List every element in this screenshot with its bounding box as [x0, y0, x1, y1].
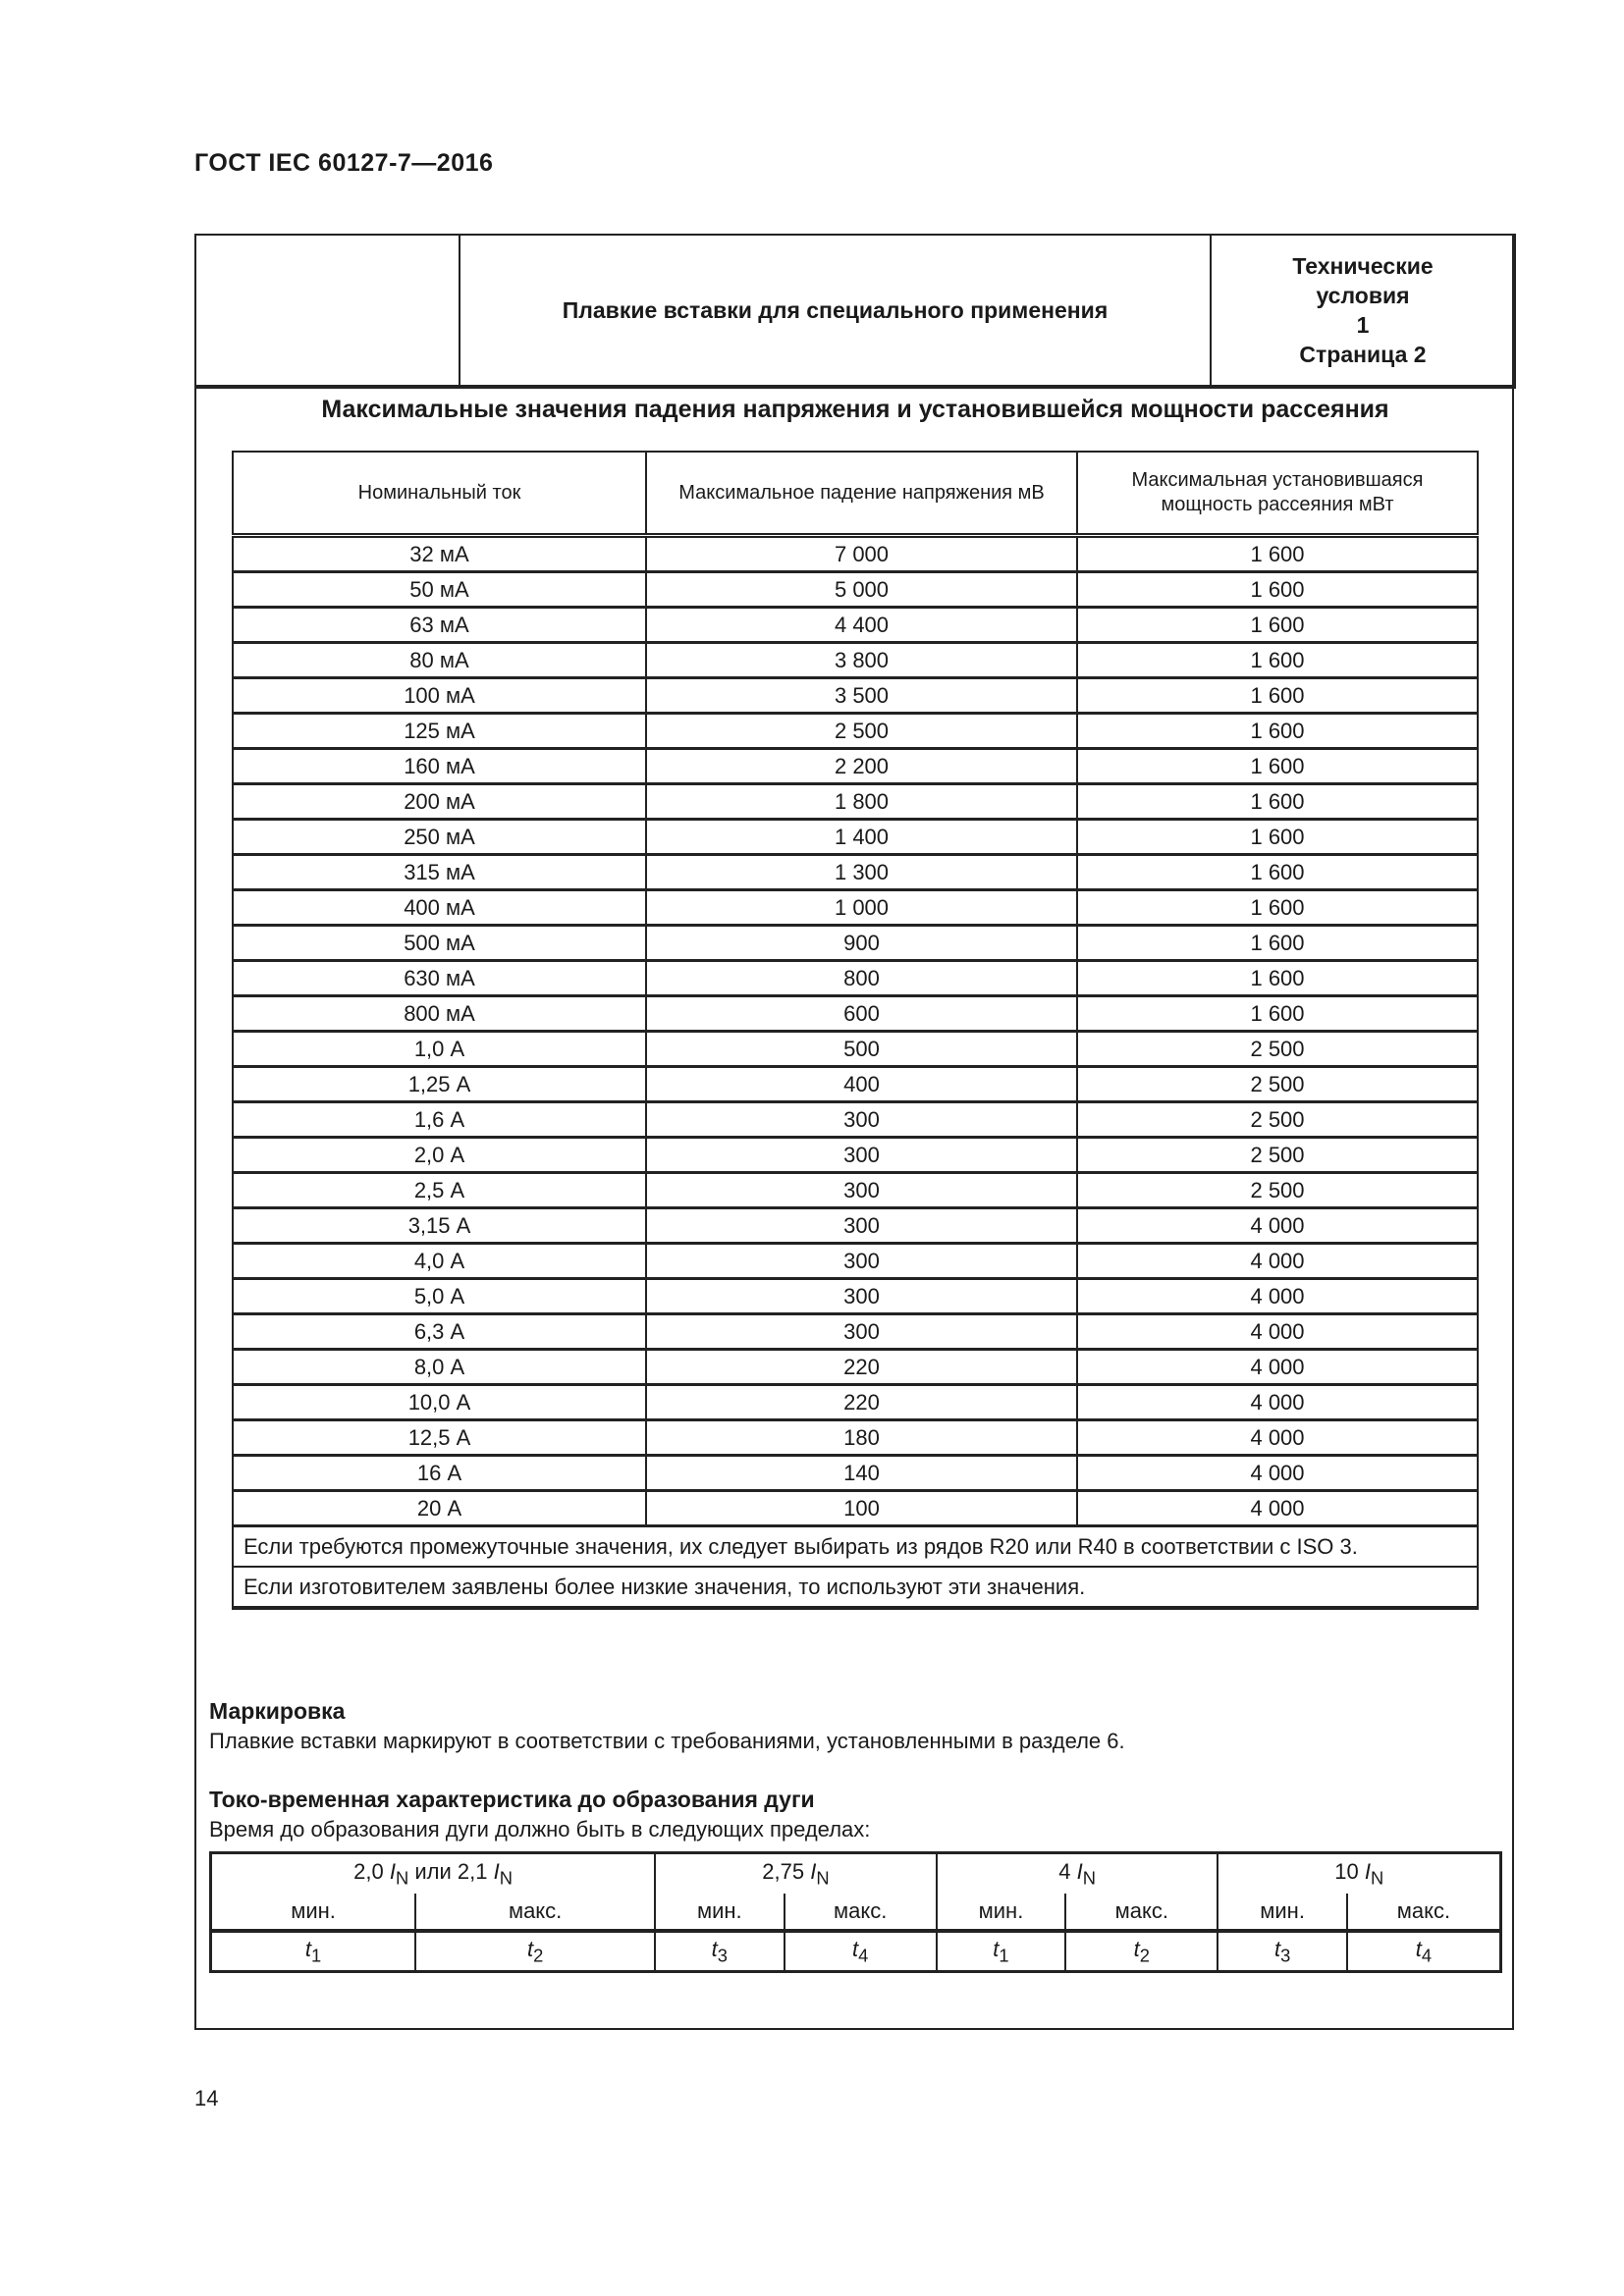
cell-current: 2,5 А: [233, 1173, 646, 1208]
sub-n: N: [816, 1867, 830, 1889]
max-label: макс.: [1347, 1894, 1501, 1931]
t-subscript: 4: [1421, 1945, 1433, 1966]
time-symbol: [937, 1931, 1065, 1972]
cell-power: 1 600: [1077, 890, 1478, 926]
time-symbol: [785, 1931, 937, 1972]
cell-current: 630 мА: [233, 961, 646, 996]
sheet-header: [194, 234, 1516, 389]
table-row: [233, 1032, 1478, 1067]
table-row: [233, 1279, 1478, 1314]
time-current-text: Время до образования дуги должно быть в следующих пределах:: [209, 1817, 871, 1842]
cell-voltage-drop: 500: [646, 1032, 1077, 1067]
cell-voltage-drop: 1 800: [646, 784, 1077, 820]
cell-power: 4 000: [1077, 1420, 1478, 1456]
col-header-current: Номинальный ток: [233, 452, 646, 536]
table-row: [233, 1173, 1478, 1208]
var-t: t: [1415, 1936, 1422, 1961]
cell-voltage-drop: 220: [646, 1350, 1077, 1385]
cell-current: 100 мА: [233, 678, 646, 714]
time-symbol: [1065, 1931, 1218, 1972]
cell-current: 315 мА: [233, 855, 646, 890]
var-t: t: [851, 1936, 859, 1961]
current-multiple-header: [937, 1853, 1218, 1895]
max-label: макс.: [1065, 1894, 1218, 1931]
table-row: [233, 926, 1478, 961]
cell-voltage-drop: 220: [646, 1385, 1077, 1420]
cell-power: 1 600: [1077, 784, 1478, 820]
cell-current: 800 мА: [233, 996, 646, 1032]
cell-power: 2 500: [1077, 1102, 1478, 1138]
var-t: t: [304, 1936, 312, 1961]
cell-current: 500 мА: [233, 926, 646, 961]
cell-current: 4,0 А: [233, 1244, 646, 1279]
cell-current: 250 мА: [233, 820, 646, 855]
cell-power: 4 000: [1077, 1208, 1478, 1244]
cell-current: 400 мА: [233, 890, 646, 926]
sub-n: N: [396, 1867, 409, 1889]
cell-voltage-drop: 100: [646, 1491, 1077, 1526]
cell-voltage-drop: 3 800: [646, 643, 1077, 678]
cell-power: 2 500: [1077, 1067, 1478, 1102]
cell-power: 4 000: [1077, 1314, 1478, 1350]
cell-current: 160 мА: [233, 749, 646, 784]
cell-power: 2 500: [1077, 1032, 1478, 1067]
table-row: [233, 1385, 1478, 1420]
var-t: t: [526, 1936, 534, 1961]
header-title: Плавкие вставки для специального применения: [460, 235, 1211, 387]
cell-power: 1 600: [1077, 536, 1478, 572]
cell-voltage-drop: 300: [646, 1173, 1077, 1208]
table-row: [233, 1102, 1478, 1138]
cell-voltage-drop: 300: [646, 1279, 1077, 1314]
marking-text: Плавкие вставки маркируют в соответствии с требованиями, установленными в разделе 6.: [209, 1729, 1125, 1753]
table-note-2: Если изготовителем заявлены более низкие значения, то используют эти значения.: [233, 1567, 1478, 1608]
cell-voltage-drop: 4 400: [646, 608, 1077, 643]
table-row: [233, 749, 1478, 784]
cell-power: 1 600: [1077, 820, 1478, 855]
t-subscript: 1: [999, 1945, 1009, 1966]
min-label: мин.: [211, 1894, 416, 1931]
cell-power: 4 000: [1077, 1385, 1478, 1420]
var-i: I: [1364, 1858, 1371, 1884]
multiple-value: 2,0: [353, 1858, 390, 1884]
table-row: [233, 1314, 1478, 1350]
current-multiple-header: [1218, 1853, 1500, 1895]
cell-voltage-drop: 7 000: [646, 536, 1077, 572]
var-t: t: [993, 1936, 1000, 1961]
multiple-value: 2,75: [762, 1858, 811, 1884]
header-blank-cell: [195, 235, 460, 387]
time-symbol: [415, 1931, 655, 1972]
multiple-or: или 2,1: [408, 1858, 494, 1884]
current-multiple-header: [655, 1853, 937, 1895]
sub-n: N: [1370, 1867, 1384, 1889]
sub-n: N: [499, 1867, 513, 1889]
time-current-heading: Токо-временная характеристика до образования дуги: [209, 1787, 815, 1812]
cell-power: 4 000: [1077, 1456, 1478, 1491]
cell-current: 6,3 А: [233, 1314, 646, 1350]
pre-arcing-time-table: [209, 1851, 1502, 1973]
cell-voltage-drop: 140: [646, 1456, 1077, 1491]
cell-voltage-drop: 300: [646, 1314, 1077, 1350]
section-title: Максимальные значения падения напряжения и установившейся мощности рассеяния: [321, 396, 1389, 423]
cell-current: 32 мА: [233, 536, 646, 572]
page-number: 14: [194, 2086, 219, 2110]
time-symbol: [655, 1931, 784, 1972]
col-header-power: Максимальная установившаяся мощность рассеяния мВт: [1077, 452, 1478, 536]
cell-voltage-drop: 2 200: [646, 749, 1077, 784]
table-row: [233, 855, 1478, 890]
cell-current: 8,0 А: [233, 1350, 646, 1385]
cell-voltage-drop: 900: [646, 926, 1077, 961]
cell-power: 1 600: [1077, 608, 1478, 643]
page-label: Страница 2: [1299, 342, 1427, 367]
cell-current: 50 мА: [233, 572, 646, 608]
t-subscript: 3: [1280, 1945, 1291, 1966]
cell-current: 125 мА: [233, 714, 646, 749]
table-row: [233, 678, 1478, 714]
max-label: макс.: [785, 1894, 937, 1931]
cell-current: 2,0 А: [233, 1138, 646, 1173]
table-row: [233, 784, 1478, 820]
cell-power: 1 600: [1077, 714, 1478, 749]
t-subscript: 2: [1139, 1945, 1150, 1966]
var-i: I: [493, 1858, 500, 1884]
cell-voltage-drop: 3 500: [646, 678, 1077, 714]
cell-power: 1 600: [1077, 678, 1478, 714]
header-spec: [1211, 235, 1515, 387]
table-row: [233, 608, 1478, 643]
cell-power: 1 600: [1077, 926, 1478, 961]
marking-heading: Маркировка: [209, 1698, 346, 1724]
table-row: [233, 890, 1478, 926]
cell-current: 20 А: [233, 1491, 646, 1526]
t-subscript: 2: [533, 1945, 544, 1966]
document-code: ГОСТ IEC 60127-7—2016: [194, 149, 494, 177]
table-row: [233, 1138, 1478, 1173]
spec-line1: Технические: [1292, 253, 1434, 279]
cell-current: 80 мА: [233, 643, 646, 678]
cell-voltage-drop: 800: [646, 961, 1077, 996]
table-row: [233, 820, 1478, 855]
cell-voltage-drop: 600: [646, 996, 1077, 1032]
cell-current: 200 мА: [233, 784, 646, 820]
cell-power: 1 600: [1077, 961, 1478, 996]
var-t: t: [1133, 1936, 1140, 1961]
min-label: мин.: [937, 1894, 1065, 1931]
sub-n: N: [1082, 1867, 1096, 1889]
table-row: [233, 643, 1478, 678]
cell-voltage-drop: 300: [646, 1208, 1077, 1244]
time-symbol: [1347, 1931, 1501, 1972]
cell-power: 2 500: [1077, 1173, 1478, 1208]
cell-voltage-drop: 300: [646, 1244, 1077, 1279]
table-row: [233, 996, 1478, 1032]
cell-voltage-drop: 1 400: [646, 820, 1077, 855]
cell-voltage-drop: 5 000: [646, 572, 1077, 608]
time-symbol: [211, 1931, 416, 1972]
table-note-1: Если требуются промежуточные значения, их следует выбирать из рядов R20 или R40 в соответствии с ISO 3.: [233, 1526, 1478, 1568]
min-label: мин.: [1218, 1894, 1346, 1931]
spec-line2: условия: [1316, 283, 1410, 308]
cell-voltage-drop: 400: [646, 1067, 1077, 1102]
cell-current: 63 мА: [233, 608, 646, 643]
table-row: [233, 1420, 1478, 1456]
var-t: t: [1273, 1936, 1281, 1961]
spec-number: 1: [1356, 312, 1370, 338]
cell-power: 4 000: [1077, 1350, 1478, 1385]
time-symbol: [1218, 1931, 1346, 1972]
table-row: [233, 961, 1478, 996]
cell-current: 12,5 А: [233, 1420, 646, 1456]
cell-voltage-drop: 180: [646, 1420, 1077, 1456]
var-i: I: [389, 1858, 396, 1884]
cell-power: 1 600: [1077, 572, 1478, 608]
table-row: [233, 1208, 1478, 1244]
cell-power: 1 600: [1077, 996, 1478, 1032]
cell-voltage-drop: 300: [646, 1138, 1077, 1173]
cell-power: 1 600: [1077, 643, 1478, 678]
t-subscript: 4: [858, 1945, 869, 1966]
var-i: I: [810, 1858, 817, 1884]
cell-voltage-drop: 1 300: [646, 855, 1077, 890]
cell-power: 4 000: [1077, 1279, 1478, 1314]
var-i: I: [1076, 1858, 1083, 1884]
t-subscript: 3: [717, 1945, 728, 1966]
col-header-voltage: Максимальное падение напряжения мВ: [646, 452, 1077, 536]
table-row: [233, 572, 1478, 608]
table-row: [233, 1491, 1478, 1526]
min-label: мин.: [655, 1894, 784, 1931]
table-row: [233, 1456, 1478, 1491]
cell-power: 2 500: [1077, 1138, 1478, 1173]
cell-current: 3,15 А: [233, 1208, 646, 1244]
cell-voltage-drop: 2 500: [646, 714, 1077, 749]
multiple-value: 10: [1334, 1858, 1365, 1884]
cell-current: 1,25 А: [233, 1067, 646, 1102]
cell-power: 1 600: [1077, 855, 1478, 890]
voltage-drop-table: [232, 451, 1479, 1610]
table-row: [233, 1350, 1478, 1385]
cell-current: 1,6 А: [233, 1102, 646, 1138]
multiple-value: 4: [1058, 1858, 1077, 1884]
table-row: [233, 1244, 1478, 1279]
cell-current: 10,0 А: [233, 1385, 646, 1420]
table-row: [233, 536, 1478, 572]
t-subscript: 1: [311, 1945, 322, 1966]
table-row: [233, 1067, 1478, 1102]
cell-current: 1,0 А: [233, 1032, 646, 1067]
table-row: [233, 714, 1478, 749]
cell-current: 16 А: [233, 1456, 646, 1491]
cell-voltage-drop: 1 000: [646, 890, 1077, 926]
cell-power: 1 600: [1077, 749, 1478, 784]
cell-power: 4 000: [1077, 1244, 1478, 1279]
max-label: макс.: [415, 1894, 655, 1931]
cell-current: 5,0 А: [233, 1279, 646, 1314]
var-t: t: [711, 1936, 718, 1961]
current-multiple-header: [211, 1853, 656, 1895]
cell-voltage-drop: 300: [646, 1102, 1077, 1138]
cell-power: 4 000: [1077, 1491, 1478, 1526]
